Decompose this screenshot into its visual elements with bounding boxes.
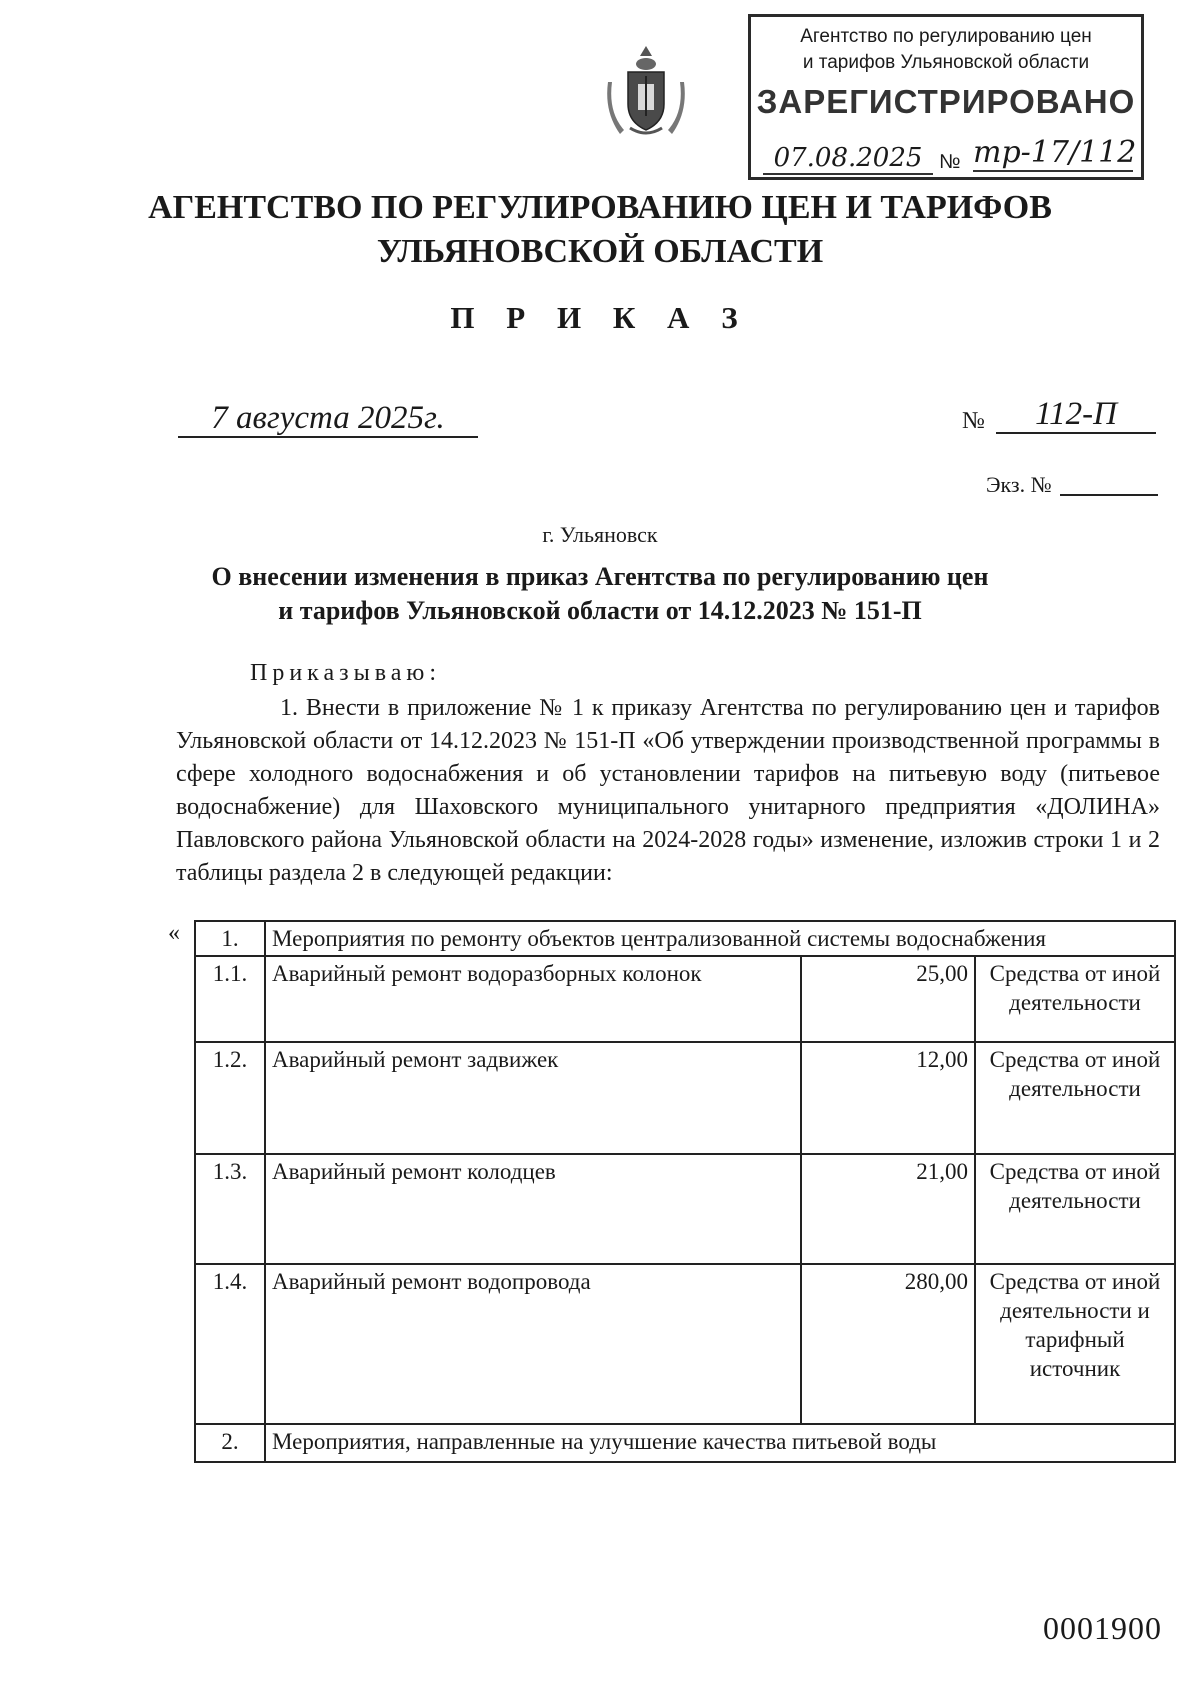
- order-subject-line1: О внесении изменения в приказ Агентства по регулированию цен: [211, 562, 989, 591]
- stamp-status: ЗАРЕГИСТРИРОВАНО: [756, 83, 1136, 120]
- order-subject: [0, 560, 1200, 628]
- cost-cell: 21,00: [801, 1154, 975, 1264]
- source-cell: Средства от иной деятельности: [975, 1042, 1175, 1154]
- table-row: [195, 1424, 1175, 1462]
- order-body: [176, 692, 1160, 890]
- row-number: 2.: [195, 1424, 265, 1462]
- table-row: [195, 956, 1175, 1042]
- row-number: 1.3.: [195, 1154, 265, 1264]
- table-row: [195, 921, 1175, 956]
- source-cell: Средства от иной деятельности и тарифный источник: [975, 1264, 1175, 1424]
- stamp-number-label: №: [939, 151, 961, 173]
- agency-title-line1: АГЕНТСТВО ПО РЕГУЛИРОВАНИЮ ЦЕН И ТАРИФОВ: [148, 189, 1052, 226]
- opening-quote: «: [168, 920, 180, 946]
- stamp-agency-line2: и тарифов Ульяновской области: [802, 52, 1090, 73]
- document-number: 112-П: [996, 396, 1156, 434]
- order-subject-line2: и тарифов Ульяновской области от 14.12.2023 № 151-П: [278, 596, 922, 625]
- cost-cell: 25,00: [801, 956, 975, 1042]
- stamp-agency-line1: Агентство по регулированию цен: [800, 26, 1092, 47]
- source-cell: Средства от иной деятельности: [975, 956, 1175, 1042]
- stamp-date: 07.08.2025: [763, 143, 933, 175]
- table-row: [195, 1042, 1175, 1154]
- cost-cell: 12,00: [801, 1042, 975, 1154]
- document-type: П Р И К А З: [450, 300, 750, 335]
- row-number: 1.2.: [195, 1042, 265, 1154]
- activity-cell: Аварийный ремонт задвижек: [265, 1042, 801, 1154]
- city: г. Ульяновск: [542, 522, 658, 547]
- coat-of-arms-emblem: [604, 42, 688, 140]
- table-row: [195, 1264, 1175, 1424]
- document-date: 7 августа 2025г.: [178, 400, 478, 438]
- row-number: 1.1.: [195, 956, 265, 1042]
- registration-number: 0001900: [1043, 1610, 1162, 1646]
- table-row: [195, 1154, 1175, 1264]
- copy-number-blank: [1060, 494, 1158, 496]
- activity-cell: Аварийный ремонт водоразборных колонок: [265, 956, 801, 1042]
- row-number: 1.: [195, 921, 265, 956]
- copy-number-label: Экз. №: [986, 472, 1052, 497]
- paragraph-1: 1. Внести в приложение № 1 к приказу Агентства по регулированию цен и тарифов Ульяновской области от 14.12.2023 № 151-П «Об утверждении производственной программы в сфере холодного водоснабжения и об установлении тарифов на питьевую воду (питьевое водоснабжение) для Шаховского муниципального унитарного предприятия «ДОЛИНА» Павловского района Ульяновской области на 2024-2028 годы» изменение, изложив строки 1 и 2 таблицы раздела 2 в следующей редакции:: [176, 695, 1160, 886]
- orders-heading: Приказываю:: [250, 660, 441, 686]
- section-heading: Мероприятия, направленные на улучшение качества питьевой воды: [265, 1424, 1175, 1462]
- row-number: 1.4.: [195, 1264, 265, 1424]
- activity-cell: Аварийный ремонт колодцев: [265, 1154, 801, 1264]
- stamp-number: тр-17/112: [973, 135, 1137, 170]
- document-number-label: №: [962, 408, 985, 434]
- measures-table: [194, 920, 1176, 1463]
- source-cell: Средства от иной деятельности: [975, 1154, 1175, 1264]
- agency-title-line2: УЛЬЯНОВСКОЙ ОБЛАСТИ: [376, 233, 824, 270]
- agency-title: [0, 186, 1200, 274]
- cost-cell: 280,00: [801, 1264, 975, 1424]
- activity-cell: Аварийный ремонт водопровода: [265, 1264, 801, 1424]
- section-heading: Мероприятия по ремонту объектов централизованной системы водоснабжения: [265, 921, 1175, 956]
- registration-stamp: [748, 14, 1144, 180]
